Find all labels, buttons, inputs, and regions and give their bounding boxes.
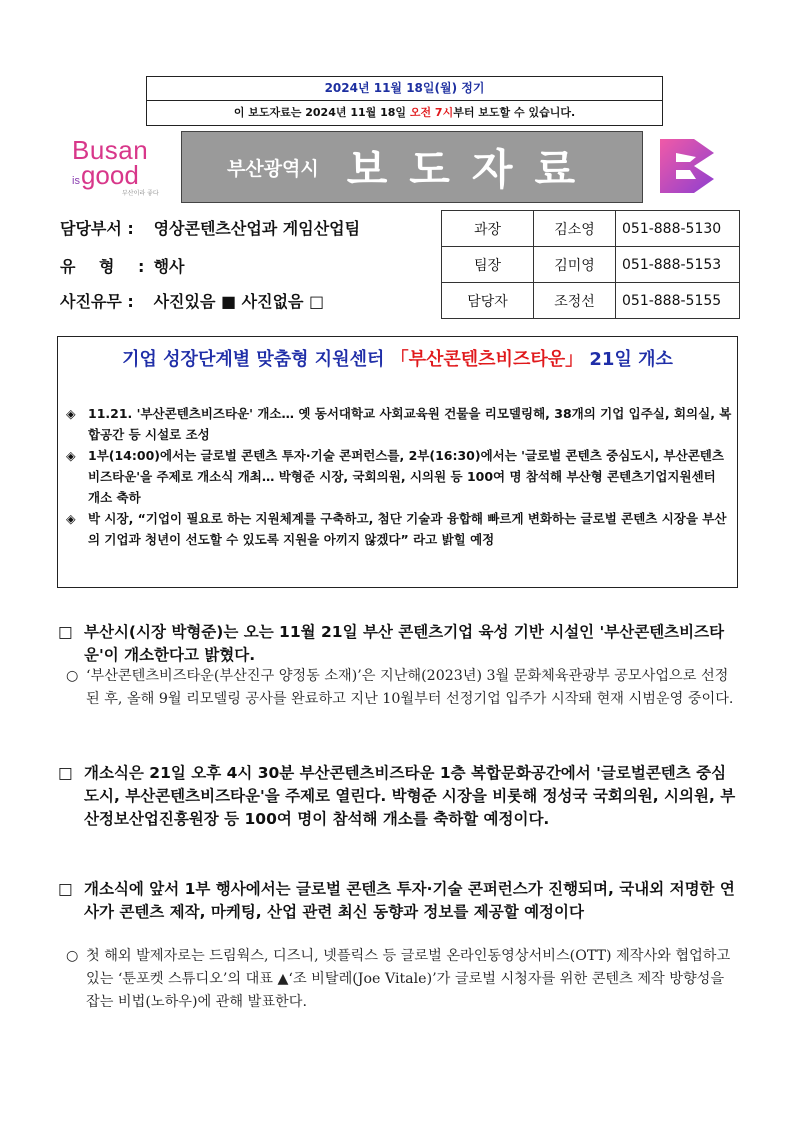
circle-bullet-icon: ○ [66,668,79,684]
body-subparagraph-1 [66,665,740,711]
list-item [66,403,732,445]
embargo-notice [147,101,662,124]
release-date: 2024년 11월 18일(월) 정기 [147,77,662,101]
headline-post: 21일 개소 [583,349,673,370]
box-bullet-icon: □ [58,623,73,641]
contact-role: 팀장 [442,247,534,283]
banner-city: 부산광역시 [226,157,319,180]
headline-name: 「부산콘텐츠비즈타운」 [390,349,584,370]
bullet-text: 박 시장, “기업이 필요로 하는 지원체계를 구축하고, 첨단 기술과 융합해 빠르게 변화하는 글로벌 콘텐츠 시장을 부산의 기업과 청년이 선도할 수 있도록 지원을 아끼지 않겠다” 라고 밝힐 예정 [88,511,727,547]
bullet-text: 11.21. '부산콘텐츠비즈타운' 개소… 옛 동서대학교 사회교육원 건물을 리모델링해, 38개의 기업 입주실, 회의실, 복합공간 등 시설로 조성 [88,406,732,442]
photo-value: 사진있음 ■ 사진없음 □ [153,292,325,311]
contact-phone: 051-888-5130 [616,211,740,247]
bullet-text: 1부(14:00)에서는 글로벌 콘텐츠 투자·기술 콘퍼런스를, 2부(16:30)에서는 '글로벌 콘텐츠 중심도시, 부산콘텐츠비즈타운'을 주제로 개소식 개최… 박형준 시장, 국회의원, 시의원 등 100여 명 참석해 부산형 콘텐츠기업지원센터 개소 축하 [88,448,724,505]
logo-tagline: 부산이라 좋다 [122,190,159,197]
contact-role: 과장 [442,211,534,247]
contact-phone: 051-888-5155 [616,283,740,319]
headline-pre: 기업 성장단계별 맞춤형 지원센터 [122,349,391,370]
box-bullet-icon: □ [58,764,73,782]
body-paragraph-3 [58,878,740,924]
type-row [60,254,185,277]
diamond-bullet-icon: ◈ [66,406,76,421]
paragraph-text: 개소식은 21일 오후 4시 30분 부산콘텐츠비즈타운 1층 복합문화공간에서 '글로벌콘텐츠 중심도시, 부산콘텐츠비즈타운'을 주제로 열린다. 박형준 시장을 비롯해 정성국 국회의원, 시의원, 부산정보산업진흥원장 등 100여 명이 참석해 개소를 축하할 예정이다. [84,764,736,828]
body-subparagraph-3 [66,945,740,1014]
summary-bullets [66,403,732,550]
photo-row [60,289,324,312]
paragraph-text: 개소식에 앞서 1부 행사에서는 글로벌 콘텐츠 투자·기술 콘퍼런스가 진행되며, 국내외 저명한 연사가 콘텐츠 제작, 마케팅, 산업 관련 최신 동향과 정보를 제공할 예정이다 [84,880,735,921]
press-release-banner [181,131,643,203]
diamond-bullet-icon: ◈ [66,511,76,526]
logo-good: good [80,160,139,190]
type-value: 행사 [153,257,185,276]
embargo-time: 오전 7시 [409,106,454,119]
contact-role: 담당자 [442,283,534,319]
diamond-bullet-icon: ◈ [66,448,76,463]
box-bullet-icon: □ [58,880,73,898]
logo-is: is [72,175,80,187]
subparagraph-text: ‘부산콘텐츠비즈타운(부산진구 양정동 소재)’은 지난해(2023년) 3월 문화체육관광부 공모사업으로 선정된 후, 올해 9월 리모델링 공사를 완료하고 지난 10월부터 선정기업 입주가 시작돼 현재 시범운영 중이다. [86,668,734,707]
subparagraph-text: 첫 해외 발제자로는 드림웍스, 디즈니, 넷플릭스 등 글로벌 온라인동영상서비스(OTT) 제작사와 협업하고 있는 ‘툰포켓 스튜디오’의 대표 ▲‘조 비탈레(Joe Vitale)’가 글로벌 시청자를 위한 콘텐츠 제작 방향성을 잡는 비법(노하우)에 관해 발표한다. [86,948,731,1010]
body-paragraph-1 [58,621,740,667]
contact-name: 김소영 [534,211,616,247]
type-label: 유 형 : [60,257,145,276]
dept-value: 영상콘텐츠산업과 게임산업팀 [153,219,361,238]
body-paragraph-2 [58,762,740,831]
summary-box [57,336,738,588]
table-row [442,211,740,247]
contact-name: 김미영 [534,247,616,283]
photo-label: 사진유무 : [60,292,134,311]
circle-bullet-icon: ○ [66,948,79,964]
headline [58,345,737,371]
list-item [66,445,732,508]
contacts-table [441,210,740,319]
contact-phone: 051-888-5153 [616,247,740,283]
contact-name: 조정선 [534,283,616,319]
busan-b-logo-icon [656,135,718,197]
embargo-pre: 이 보도자료는 2024년 11월 18일 [233,106,410,119]
dept-label: 담당부서 : [60,219,134,238]
table-row [442,247,740,283]
dept-row [60,216,360,239]
table-row [442,283,740,319]
release-date-box [146,76,663,126]
busan-is-good-logo [72,137,172,197]
banner-title: 보도자료 [346,145,598,194]
logo-busan: Busan [72,135,149,165]
embargo-post: 부터 보도할 수 있습니다. [453,106,576,119]
list-item [66,508,732,550]
paragraph-text: 부산시(시장 박형준)는 오는 11월 21일 부산 콘텐츠기업 육성 기반 시설인 '부산콘텐츠비즈타운'이 개소한다고 밝혔다. [84,623,725,664]
